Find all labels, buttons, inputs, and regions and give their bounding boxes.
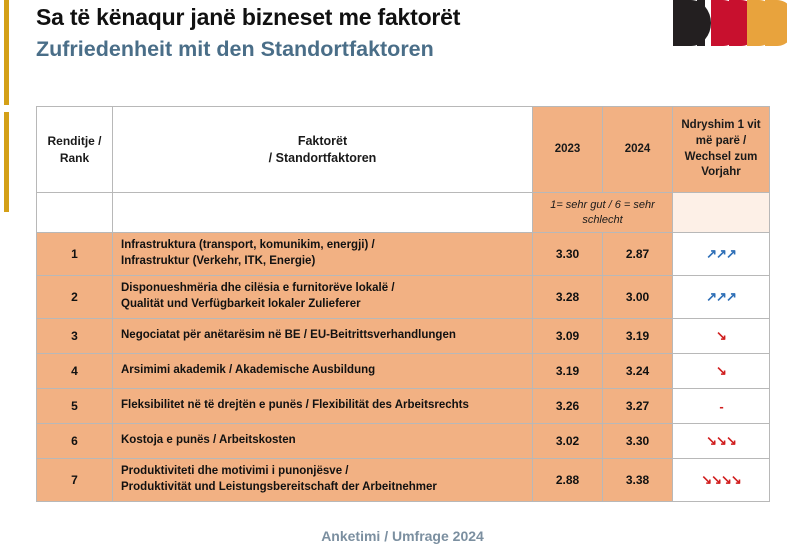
table-row [37,354,770,389]
row-value-2023: 3.02 [533,424,603,459]
row-change-arrows-icon: ↗↗↗ [673,233,770,276]
header-change-line3: Wechsel zum [684,150,758,163]
row-change-arrows-icon: ↘ [673,354,770,389]
header-factor-line1: Faktorët [297,133,348,148]
row-factor-line2: Produktivität und Leistungsbereitschaft der Arbeitnehmer [121,481,437,493]
title-albanian: Sa të kënaqur janë bizneset me faktorët [36,4,461,30]
dihk-logo-icon [667,0,787,46]
row-value-2024: 3.30 [603,424,673,459]
row-factor-line1: Kostoja e punës / Arbeitskosten [121,434,296,447]
header-2024: 2024 [603,107,673,193]
row-factor [113,459,533,502]
table-row [37,233,770,276]
header-change-line2: më parë / [695,134,747,147]
row-value-2023: 2.88 [533,459,603,502]
header-rank-line1: Renditje / [47,134,102,149]
header-change-line4: Vorjahr [701,166,741,179]
row-factor-line1: Arsimimi akademik / Akademische Ausbildung [121,364,376,377]
factors-table [36,106,769,502]
row-factor [113,276,533,319]
table-header [37,107,770,193]
logo-svg [667,0,787,46]
row-value-2024: 3.27 [603,389,673,424]
table-row [37,459,770,502]
row-rank: 7 [37,459,113,502]
footer-caption: Anketimi / Umfrage 2024 [321,528,484,544]
gold-bar-bottom [4,112,9,212]
row-change-arrows-icon: ↘ [673,319,770,354]
table-body [37,193,770,502]
gold-accent-bars [0,0,14,550]
title-german: Zufriedenheit mit den Standortfaktoren [36,36,434,61]
header-rank [37,107,113,193]
header-change-line1: Ndryshim 1 vit [681,119,761,132]
row-factor [113,424,533,459]
header-factor-line2: / Standortfaktoren [268,150,377,165]
scale-row [37,193,770,233]
table-row [37,319,770,354]
row-rank: 2 [37,276,113,319]
row-rank: 6 [37,424,113,459]
scale-blank-rank [37,193,113,233]
table-row [37,424,770,459]
page-title [36,0,636,63]
row-value-2024: 3.24 [603,354,673,389]
row-value-2023: 3.28 [533,276,603,319]
row-rank: 3 [37,319,113,354]
row-factor-line1: Fleksibilitet në të drejtën e punës / Flexibilität des Arbeitsrechts [121,399,469,412]
header-factor [113,107,533,193]
header-change [673,107,770,193]
row-change-arrows-icon: ↘↘↘↘ [673,459,770,502]
row-value-2023: 3.30 [533,233,603,276]
row-change-arrows-icon: ↗↗↗ [673,276,770,319]
row-value-2024: 3.38 [603,459,673,502]
row-factor [113,233,533,276]
row-factor-line1: Infrastruktura (transport, komunikim, energji) / [121,239,375,252]
row-factor [113,354,533,389]
row-change-arrows-icon: - [673,389,770,424]
row-rank: 5 [37,389,113,424]
row-rank: 4 [37,354,113,389]
row-factor-line2: Infrastruktur (Verkehr, ITK, Energie) [121,255,316,267]
scale-blank-change [673,193,770,233]
row-change-arrows-icon: ↘↘↘ [673,424,770,459]
row-rank: 1 [37,233,113,276]
table-row [37,276,770,319]
header-2023: 2023 [533,107,603,193]
table-row [37,389,770,424]
row-factor-line1: Disponueshmëria dhe cilësia e furnitorëve lokalë / [121,282,395,295]
row-factor [113,319,533,354]
row-factor-line2: Qualität und Verfügbarkeit lokaler Zulieferer [121,298,361,310]
row-value-2024: 2.87 [603,233,673,276]
row-factor [113,389,533,424]
row-value-2024: 3.00 [603,276,673,319]
row-value-2023: 3.09 [533,319,603,354]
row-value-2024: 3.19 [603,319,673,354]
row-value-2023: 3.26 [533,389,603,424]
header-rank-line2: Rank [59,150,90,165]
scale-blank-factor [113,193,533,233]
row-factor-line1: Negociatat për anëtarësim në BE / EU-Beitrittsverhandlungen [121,329,456,342]
row-value-2023: 3.19 [533,354,603,389]
row-factor-line1: Produktiviteti dhe motivimi i punonjësve / [121,465,349,478]
scale-note: 1= sehr gut / 6 = sehr schlecht [533,193,673,233]
gold-bar-top [4,0,9,105]
